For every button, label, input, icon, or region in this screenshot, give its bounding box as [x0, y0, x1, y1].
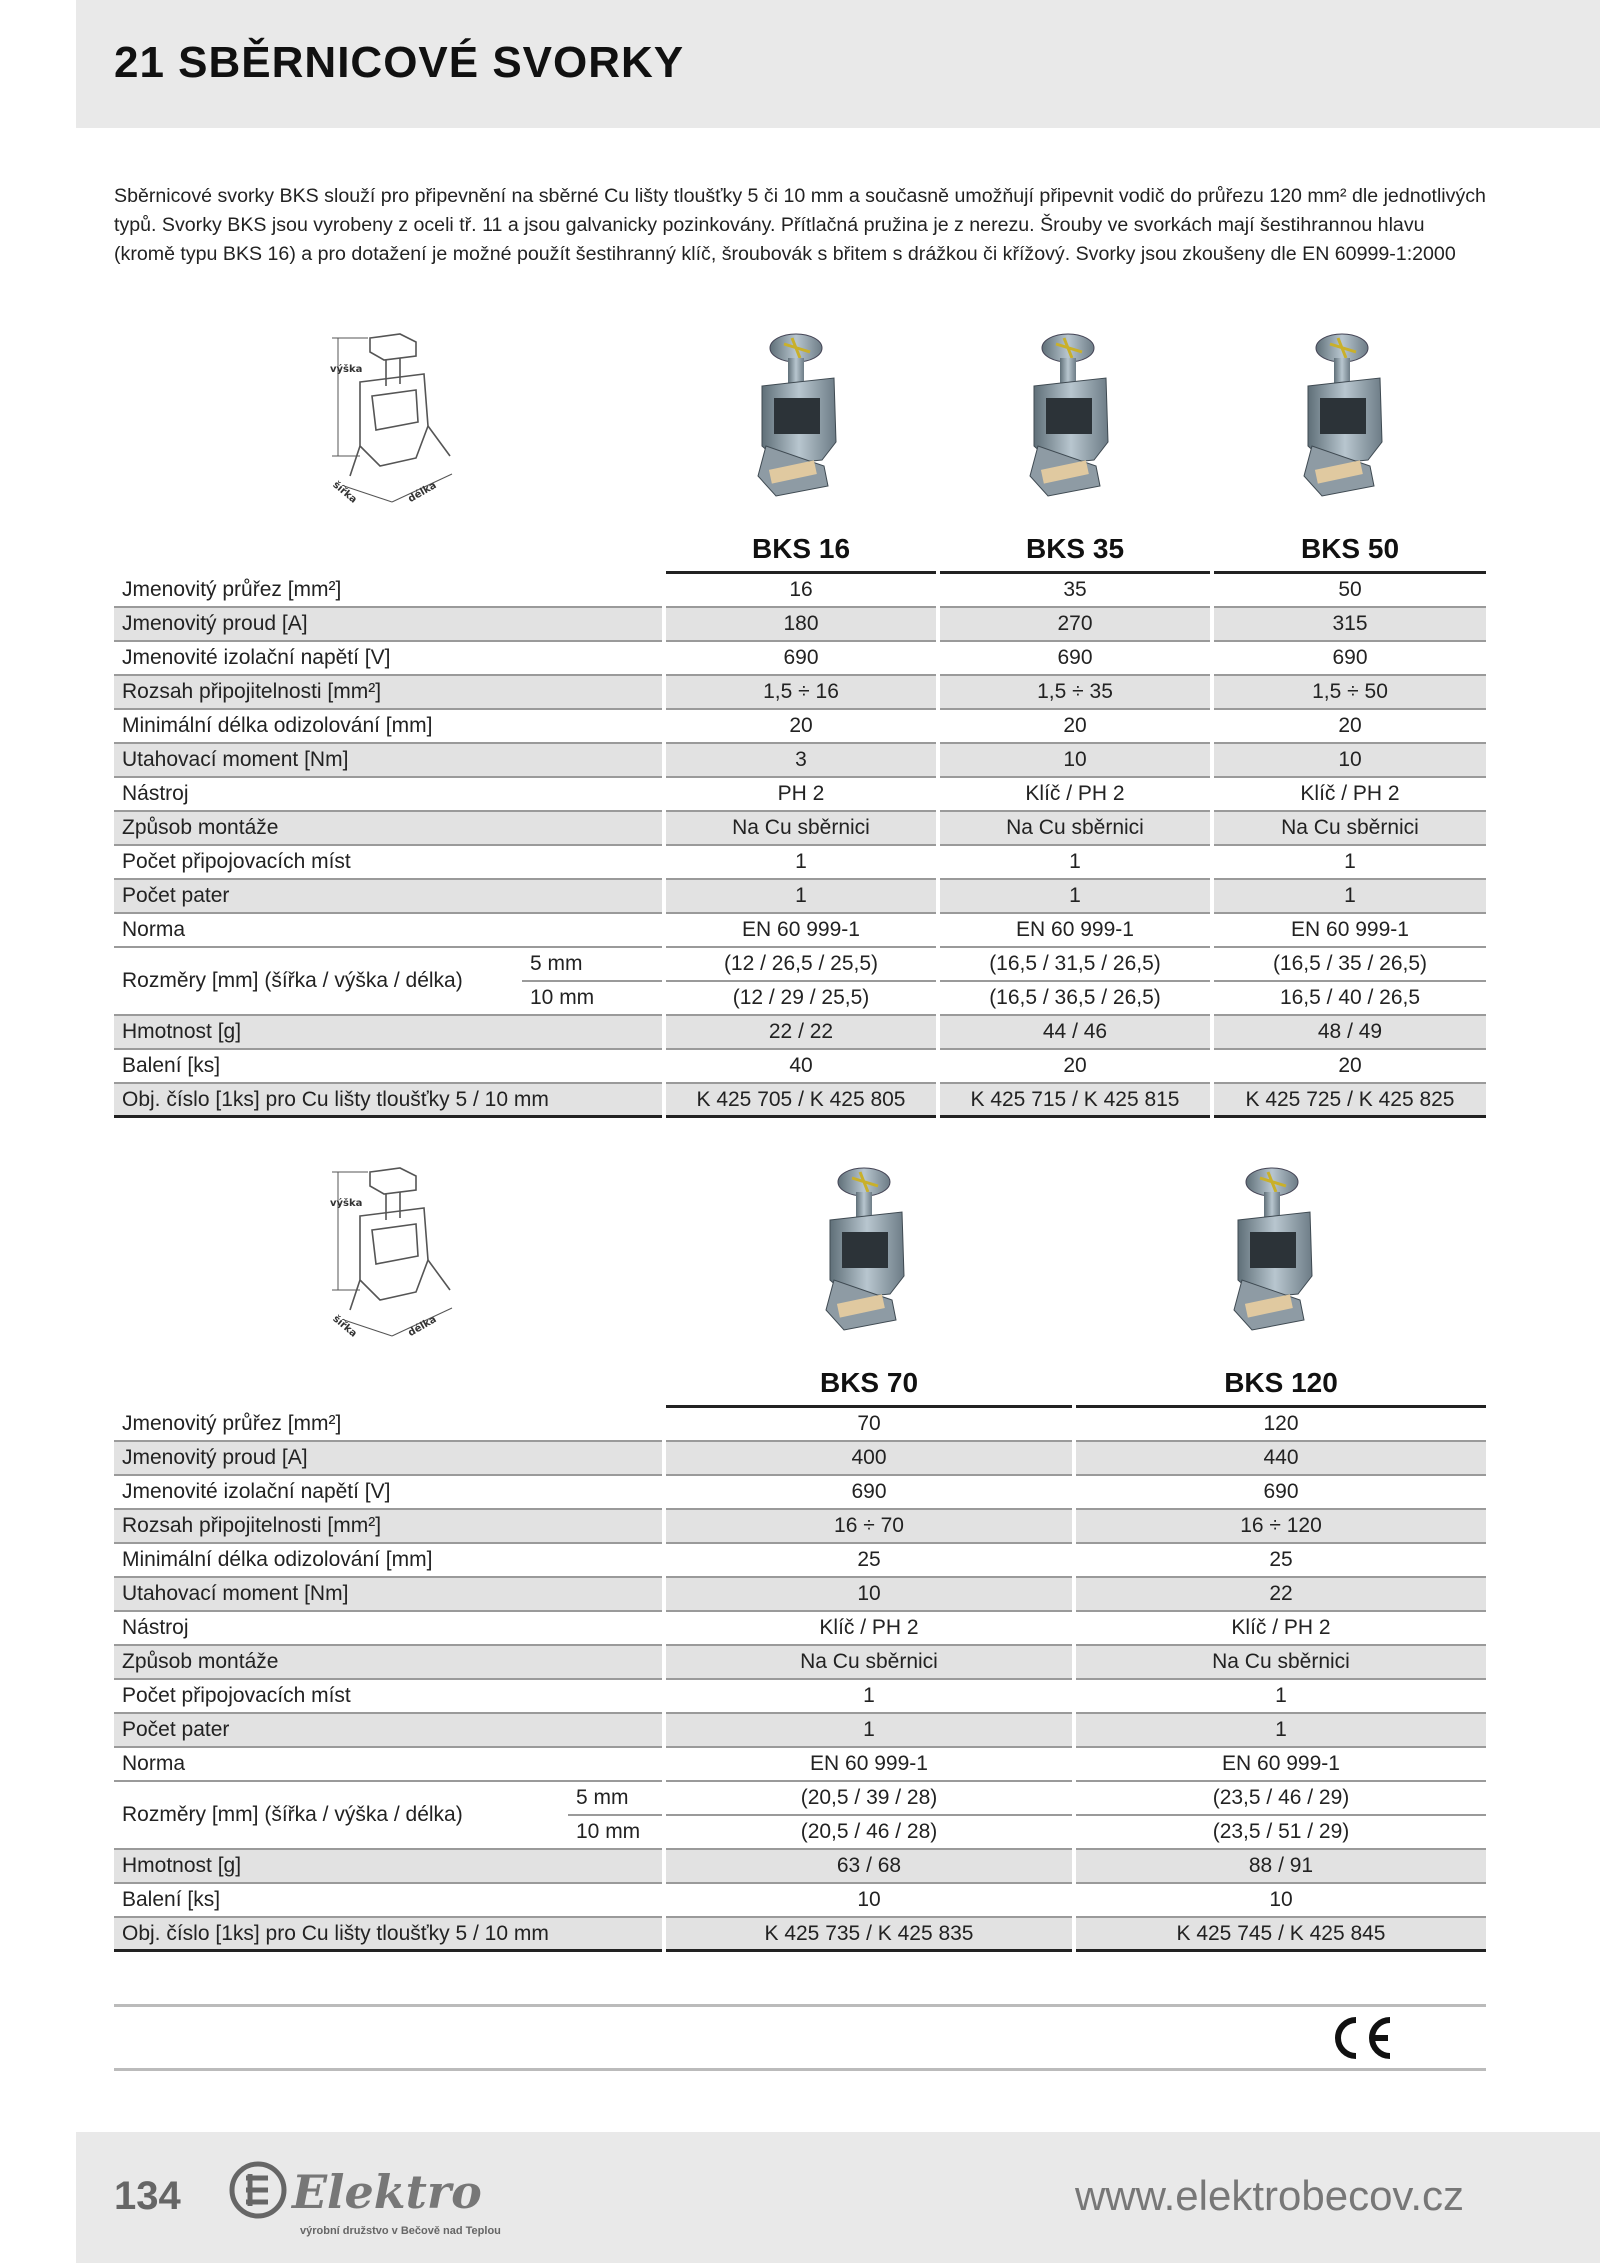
row-label: Rozsah připojitelnosti [mm²] — [114, 676, 662, 710]
product-photo-bks120 — [1224, 1160, 1328, 1350]
table-row — [114, 676, 1486, 710]
cell-value: 690 — [666, 1476, 1072, 1510]
cell-value: 690 — [666, 642, 936, 676]
page-title: 21 SBĚRNICOVÉ SVORKY — [114, 38, 685, 87]
row-label: Minimální délka odizolování [mm] — [114, 1544, 662, 1578]
cell-value: 20 — [940, 1050, 1210, 1084]
width-label: šířka — [330, 479, 359, 506]
cell-value: 10 — [1076, 1884, 1486, 1918]
table-row — [114, 744, 1486, 778]
cell-value: 1 — [1076, 1714, 1486, 1748]
cell-value: (12 / 29 / 25,5) — [666, 982, 936, 1016]
table-row — [114, 1408, 1486, 1442]
cell-value: 400 — [666, 1442, 1072, 1476]
row-label: Jmenovitý proud [A] — [114, 608, 662, 642]
cell-value: 16 ÷ 70 — [666, 1510, 1072, 1544]
page-number: 134 — [114, 2174, 181, 2218]
table-row — [114, 1544, 1486, 1578]
table-row — [114, 1578, 1486, 1612]
table-row — [114, 1782, 1486, 1816]
cell-value: Na Cu sběrnici — [1076, 1646, 1486, 1680]
product-photo-bks16 — [748, 326, 852, 516]
cell-value: 88 / 91 — [1076, 1850, 1486, 1884]
cell-value: Na Cu sběrnici — [666, 812, 936, 846]
row-label: Norma — [114, 914, 662, 948]
product-photo-bks35 — [1020, 326, 1124, 516]
row-label: Rozměry [mm] (šířka / výška / délka) — [114, 948, 522, 1016]
table-row — [114, 778, 1486, 812]
table-row — [114, 1748, 1486, 1782]
cell-value: 25 — [666, 1544, 1072, 1578]
cell-value: K 425 725 / K 425 825 — [1214, 1084, 1486, 1118]
row-label: Jmenovité izolační napětí [V] — [114, 1476, 662, 1510]
cell-value: 22 / 22 — [666, 1016, 936, 1050]
cell-value: 22 — [1076, 1578, 1486, 1612]
cell-value: 1 — [1214, 846, 1486, 880]
table-row — [114, 1016, 1486, 1050]
row-label: Jmenovité izolační napětí [V] — [114, 642, 662, 676]
cell-value: 1 — [666, 1714, 1072, 1748]
cell-value: 16,5 / 40 / 26,5 — [1214, 982, 1486, 1016]
cell-value: (16,5 / 36,5 / 26,5) — [940, 982, 1210, 1016]
page-footer — [76, 2132, 1600, 2263]
cell-value: 1 — [940, 880, 1210, 914]
cell-value: 70 — [666, 1408, 1072, 1442]
cell-value: Na Cu sběrnici — [940, 812, 1210, 846]
cell-value: Klíč / PH 2 — [940, 778, 1210, 812]
dimension-drawing-2 — [320, 1160, 470, 1350]
cell-value: 25 — [1076, 1544, 1486, 1578]
cell-value: 270 — [940, 608, 1210, 642]
divider — [114, 2004, 1486, 2007]
row-label: Balení [ks] — [114, 1050, 662, 1084]
cell-value: 690 — [1076, 1476, 1486, 1510]
row-label: Počet připojovacích míst — [114, 1680, 662, 1714]
table-row — [114, 1476, 1486, 1510]
cell-value: 3 — [666, 744, 936, 778]
website-url[interactable]: www.elektrobecov.cz — [1074, 2172, 1464, 2219]
table-row — [114, 1680, 1486, 1714]
product-header-bks35: BKS 35 — [940, 528, 1210, 574]
table-row — [114, 880, 1486, 914]
cell-value: 50 — [1214, 574, 1486, 608]
divider — [114, 2068, 1486, 2071]
row-label: Počet připojovacích míst — [114, 846, 662, 880]
row-label: Hmotnost [g] — [114, 1850, 662, 1884]
cell-value: 10 — [666, 1884, 1072, 1918]
cell-value: 180 — [666, 608, 936, 642]
cell-value: K 425 745 / K 425 845 — [1076, 1918, 1486, 1952]
row-label: Utahovací moment [Nm] — [114, 744, 662, 778]
row-label: Jmenovitý průřez [mm²] — [114, 1408, 662, 1442]
ce-mark-icon — [1326, 2012, 1396, 2064]
product-header-bks120: BKS 120 — [1076, 1362, 1486, 1408]
cell-value: 1,5 ÷ 35 — [940, 676, 1210, 710]
sub-label: 5 mm — [522, 948, 662, 982]
row-label: Utahovací moment [Nm] — [114, 1578, 662, 1612]
table-row — [114, 1714, 1486, 1748]
cell-value: 10 — [940, 744, 1210, 778]
table-row — [114, 1850, 1486, 1884]
cell-value: 16 — [666, 574, 936, 608]
cell-value: Na Cu sběrnici — [1214, 812, 1486, 846]
table-row — [114, 1510, 1486, 1544]
product-header-bks50: BKS 50 — [1214, 528, 1486, 574]
table-row — [114, 1884, 1486, 1918]
row-label: Jmenovitý průřez [mm²] — [114, 574, 662, 608]
table-row — [114, 574, 1486, 608]
cell-value: 120 — [1076, 1408, 1486, 1442]
sub-label: 10 mm — [568, 1816, 662, 1850]
sub-label: 5 mm — [568, 1782, 662, 1816]
cell-value: 1,5 ÷ 50 — [1214, 676, 1486, 710]
cell-value: 1 — [1076, 1680, 1486, 1714]
cell-value: 44 / 46 — [940, 1016, 1210, 1050]
row-label: Počet pater — [114, 880, 662, 914]
cell-value: (16,5 / 35 / 26,5) — [1214, 948, 1486, 982]
cell-value: EN 60 999-1 — [1214, 914, 1486, 948]
cell-value: 20 — [666, 710, 936, 744]
row-label: Norma — [114, 1748, 662, 1782]
cell-value: 1 — [666, 880, 936, 914]
row-label: Rozměry [mm] (šířka / výška / délka) — [114, 1782, 568, 1850]
table-row — [114, 1084, 1486, 1118]
row-label: Jmenovitý proud [A] — [114, 1442, 662, 1476]
row-label: Nástroj — [114, 1612, 662, 1646]
cell-value: 440 — [1076, 1442, 1486, 1476]
table-row — [114, 948, 1486, 982]
row-label: Nástroj — [114, 778, 662, 812]
table-row — [114, 642, 1486, 676]
product-photo-bks70 — [816, 1160, 920, 1350]
cell-value: EN 60 999-1 — [940, 914, 1210, 948]
cell-value: (12 / 26,5 / 25,5) — [666, 948, 936, 982]
row-label: Způsob montáže — [114, 812, 662, 846]
cell-value: 315 — [1214, 608, 1486, 642]
table-row — [114, 812, 1486, 846]
cell-value: 1 — [940, 846, 1210, 880]
width-label: šířka — [330, 1313, 359, 1340]
cell-value: (23,5 / 51 / 29) — [1076, 1816, 1486, 1850]
intro-paragraph: Sběrnicové svorky BKS slouží pro připevnění na sběrné Cu lišty tloušťky 5 či 10 mm a současně umožňují připevnit vodič do průřezu 120 mm² dle jednotlivých typů. Svorky BKS jsou vyrobeny z oceli tř. 11 a jsou galvanicky pozinkovány. Přítlačná pružina je z nerezu. Šrouby ve svorkách mají šestihrannou hlavu (kromě typu BKS 16) a pro dotažení je možné použít šestihranný klíč, šroubovák s břitem s drážkou či křížový. Svorky jsou zkoušeny dle EN 60999-1:2000 — [114, 185, 1486, 265]
length-label: délka — [406, 1314, 439, 1339]
cell-value: 1,5 ÷ 16 — [666, 676, 936, 710]
row-label: Hmotnost [g] — [114, 1016, 662, 1050]
cell-value: (20,5 / 39 / 28) — [666, 1782, 1072, 1816]
row-label: Balení [ks] — [114, 1884, 662, 1918]
cell-value: Na Cu sběrnici — [666, 1646, 1072, 1680]
cell-value: 63 / 68 — [666, 1850, 1072, 1884]
row-label: Způsob montáže — [114, 1646, 662, 1680]
spec-table-2 — [114, 1362, 1486, 1952]
cell-value: 40 — [666, 1050, 936, 1084]
table-row — [114, 1612, 1486, 1646]
length-label: délka — [406, 480, 439, 505]
cell-value: 10 — [666, 1578, 1072, 1612]
spec-table-1 — [114, 528, 1486, 1118]
page-header — [76, 0, 1600, 128]
cell-value: 20 — [940, 710, 1210, 744]
cell-value: Klíč / PH 2 — [1214, 778, 1486, 812]
table-row — [114, 846, 1486, 880]
row-label: Obj. číslo [1ks] pro Cu lišty tloušťky 5 / 10 mm — [114, 1918, 662, 1952]
cell-value: 690 — [940, 642, 1210, 676]
product-header-bks70: BKS 70 — [666, 1362, 1072, 1408]
cell-value: EN 60 999-1 — [666, 1748, 1072, 1782]
table-row — [114, 914, 1486, 948]
cell-value: EN 60 999-1 — [1076, 1748, 1486, 1782]
product-photo-bks50 — [1294, 326, 1398, 516]
brand-wordmark: Elektro — [292, 2165, 482, 2219]
row-label: Počet pater — [114, 1714, 662, 1748]
row-label: Rozsah připojitelnosti [mm²] — [114, 1510, 662, 1544]
cell-value: 1 — [666, 1680, 1072, 1714]
dimension-drawing-1 — [320, 326, 470, 516]
table-row — [114, 1646, 1486, 1680]
cell-value: 48 / 49 — [1214, 1016, 1486, 1050]
row-label: Minimální délka odizolování [mm] — [114, 710, 662, 744]
row-label: Obj. číslo [1ks] pro Cu lišty tloušťky 5 / 10 mm — [114, 1084, 662, 1118]
product-header-bks16: BKS 16 — [666, 528, 936, 574]
logo-tagline: výrobní družstvo v Bečově nad Teplou — [300, 2225, 501, 2237]
cell-value: K 425 705 / K 425 805 — [666, 1084, 936, 1118]
cell-value: 690 — [1214, 642, 1486, 676]
cell-value: 20 — [1214, 710, 1486, 744]
cell-value: 10 — [1214, 744, 1486, 778]
table-row — [114, 1918, 1486, 1952]
table-row — [114, 1442, 1486, 1476]
cell-value: (16,5 / 31,5 / 26,5) — [940, 948, 1210, 982]
cell-value: 1 — [1214, 880, 1486, 914]
cell-value: 35 — [940, 574, 1210, 608]
cell-value: 16 ÷ 120 — [1076, 1510, 1486, 1544]
table-row — [114, 1050, 1486, 1084]
cell-value: (20,5 / 46 / 28) — [666, 1816, 1072, 1850]
sub-label: 10 mm — [522, 982, 662, 1016]
cell-value: 1 — [666, 846, 936, 880]
height-label: výška — [330, 364, 363, 375]
height-label: výška — [330, 1198, 363, 1209]
cell-value: 20 — [1214, 1050, 1486, 1084]
cell-value: EN 60 999-1 — [666, 914, 936, 948]
cell-value: Klíč / PH 2 — [1076, 1612, 1486, 1646]
cell-value: K 425 715 / K 425 815 — [940, 1084, 1210, 1118]
cell-value: Klíč / PH 2 — [666, 1612, 1072, 1646]
table-row — [114, 608, 1486, 642]
cell-value: K 425 735 / K 425 835 — [666, 1918, 1072, 1952]
table-row — [114, 710, 1486, 744]
cell-value: PH 2 — [666, 778, 936, 812]
cell-value: (23,5 / 46 / 29) — [1076, 1782, 1486, 1816]
